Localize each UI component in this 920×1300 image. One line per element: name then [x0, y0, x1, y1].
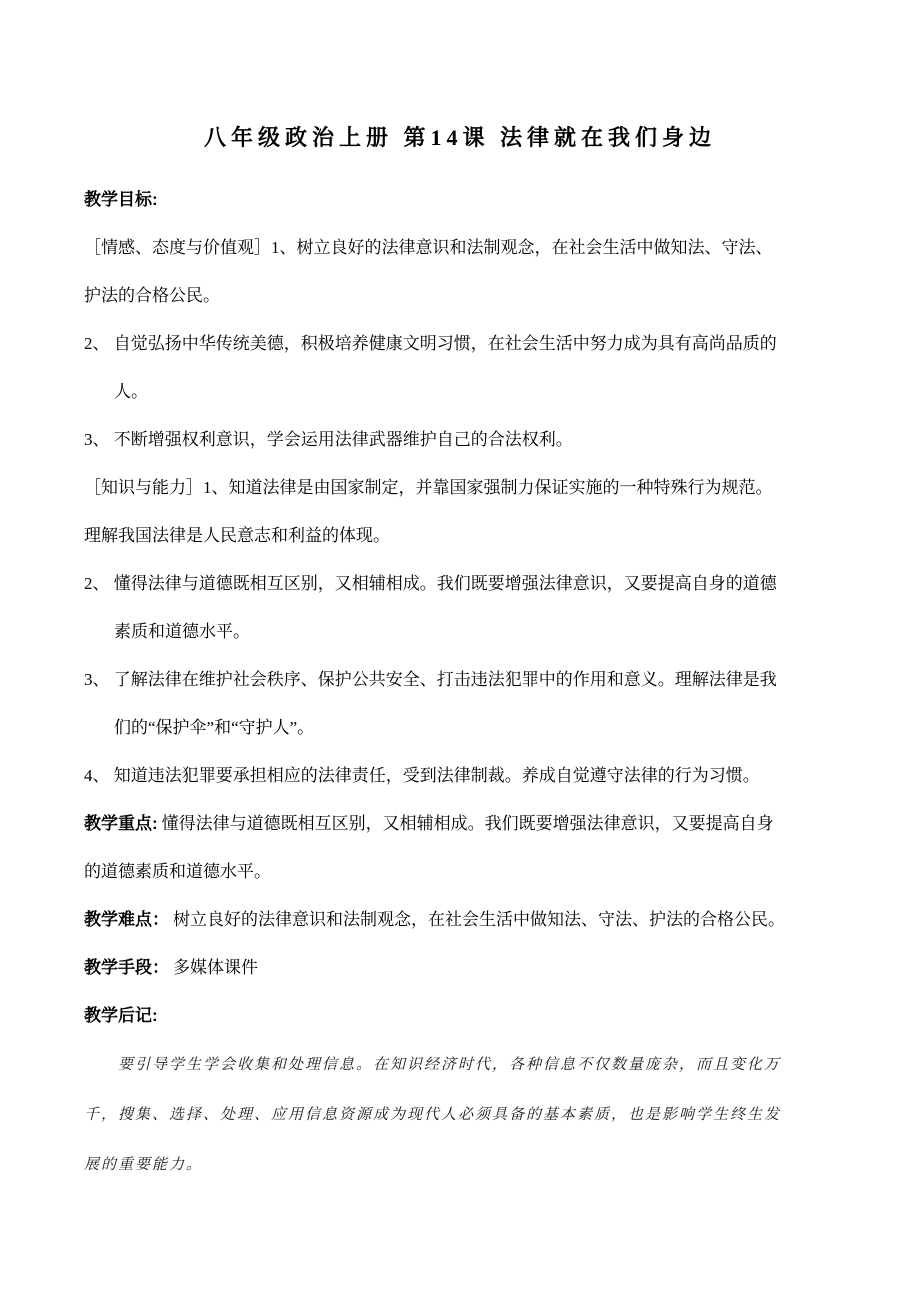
line-text: 树立良好的法律意识和法制观念，在社会生活中做知法、守法、护法的合格公民。	[173, 910, 785, 929]
objective-line	[84, 560, 836, 608]
handwritten-note-line	[84, 1040, 836, 1090]
affective-objectives-line	[84, 224, 836, 272]
teaching-notes-heading	[84, 992, 836, 1040]
line-text: 素质和道德水平。	[114, 622, 250, 641]
teaching-objectives-heading	[84, 176, 836, 224]
line-text: ［情感、态度与价值观］1、树立良好的法律意识和法制观念，在社会生活中做知法、守法、	[84, 238, 773, 257]
line-text: 3、 不断增强权利意识，学会运用法律武器维护自己的合法权利。	[84, 430, 573, 449]
section-label: 教学手段：	[84, 958, 169, 977]
objective-line	[84, 416, 836, 464]
page-title: 八年级政治上册 第14课 法律就在我们身边	[203, 125, 716, 150]
line-text: 多媒体课件	[173, 958, 258, 977]
line-text: 的道德素质和道德水平。	[84, 862, 271, 881]
objective-line	[84, 320, 836, 368]
teaching-focus-line	[84, 848, 836, 896]
affective-objectives-line	[84, 272, 836, 320]
line-text: ［知识与能力］1、知道法律是由国家制定，并靠国家强制力保证实施的一种特殊行为规范。	[84, 478, 773, 497]
line-text: 千，搜集、选择、处理、应用信息资源成为现代人必须具备的基本素质，也是影响学生终生发	[84, 1107, 782, 1123]
line-text: 人。	[114, 382, 148, 401]
line-text: 们的“保护伞”和“守护人”。	[114, 718, 315, 737]
teaching-difficulty-line	[84, 896, 836, 944]
line-text: 2、 懂得法律与道德既相互区别，又相辅相成。我们既要增强法律意识，又要提高自身的道德	[84, 574, 777, 593]
line-text: 3、 了解法律在维护社会秩序、保护公共安全、打击违法犯罪中的作用和意义。理解法律是我	[84, 670, 777, 689]
line-text: 展的重要能力。	[84, 1157, 204, 1173]
teaching-method-line	[84, 944, 836, 992]
section-label: 教学目标:	[84, 190, 158, 209]
line-text: 护法的合格公民。	[84, 286, 220, 305]
line-text: 懂得法律与道德既相互区别，又相辅相成。我们既要增强法律意识，又要提高自身	[161, 814, 774, 833]
line-text: 理解我国法律是人民意志和利益的体现。	[84, 526, 390, 545]
knowledge-ability-line	[84, 464, 836, 512]
section-label: 教学后记:	[84, 1006, 158, 1025]
objective-line	[84, 656, 836, 704]
line-text: 4、 知道违法犯罪要承担相应的法律责任，受到法律制裁。养成自觉遵守法律的行为习惯。	[84, 766, 760, 785]
teaching-focus-line	[84, 800, 836, 848]
section-label: 教学难点：	[84, 910, 169, 929]
objective-line	[84, 608, 836, 656]
section-label: 教学重点:	[84, 814, 158, 833]
objective-line	[84, 368, 836, 416]
line-text: 要引导学生学会收集和处理信息。在知识经济时代，各种信息不仅数量庞杂，而且变化万	[118, 1057, 782, 1073]
handwritten-note-line	[84, 1140, 836, 1190]
line-text: 2、 自觉弘扬中华传统美德，积极培养健康文明习惯，在社会生活中努力成为具有高尚品质的	[84, 334, 777, 353]
knowledge-ability-line	[84, 512, 836, 560]
objective-line	[84, 752, 836, 800]
handwritten-note-line	[84, 1090, 836, 1140]
objective-line	[84, 704, 836, 752]
